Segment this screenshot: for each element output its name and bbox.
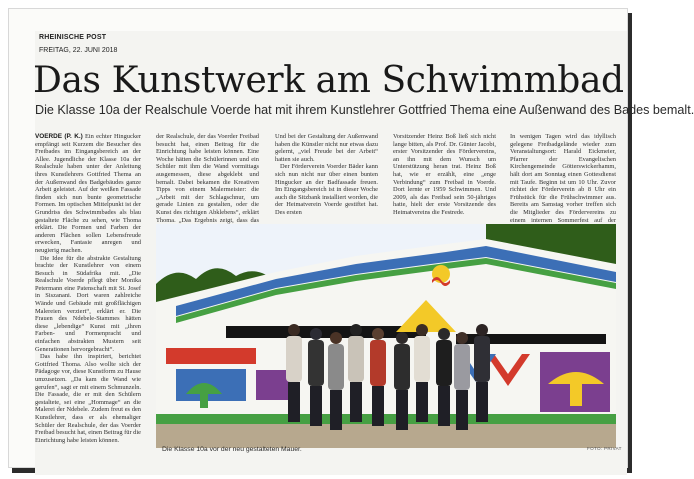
mural-red-block — [166, 348, 256, 364]
student-figure — [370, 328, 386, 426]
student-legs — [310, 386, 322, 426]
student-body — [436, 340, 452, 386]
mural-yellow-stem — [570, 384, 582, 406]
newspaper-clipping-frame — [8, 8, 694, 468]
student-body — [414, 336, 430, 382]
student-legs — [456, 390, 468, 430]
student-legs — [372, 386, 384, 426]
student-body — [454, 344, 470, 390]
student-head — [396, 332, 408, 344]
article-paragraph: Und bei der Gestaltung der Außenwand haben die Künstler nicht nur etwas dazu gelernt, „viel Freude bei der Arbeit“ hatten sie auch. — [275, 133, 378, 163]
article-paragraph: der Realschule, der das Voerder Freibad besucht hat, einen Beitrag für die Einrichtung habe leisten können. Eine Woche hätten die Schülerinnen und ein Schüler mit ihm die Wand vormittags ausgemessen, diese abgeklebt und bemalt. Dabei bekamen die Kreativen Tipps von einem Malermeister: die „Arbeit mit der Schlagschnur, um gerade Linien zu gestalten, oder die Kunst des richtigen Abklebens“, erklärt Thoma. „Das Ergebnis zeigt, dass das — [156, 133, 259, 224]
student-figure — [454, 332, 470, 430]
student-body — [394, 344, 410, 390]
photo-illustration — [156, 224, 616, 448]
student-legs — [330, 390, 342, 430]
student-head — [330, 332, 342, 344]
article-subheadline: Die Klasse 10a der Realschule Voerde hat mit ihrem Kunstlehrer Gottfried Thema eine Außenwand des Bades bemalt. — [35, 103, 694, 117]
student-figure — [328, 332, 344, 430]
student-head — [372, 328, 384, 340]
student-figure — [348, 324, 364, 422]
article-photo — [156, 224, 616, 448]
mural-green-stem — [200, 394, 208, 408]
student-head — [350, 324, 362, 336]
student-body — [370, 340, 386, 386]
student-legs — [350, 382, 362, 422]
student-figure — [308, 328, 324, 426]
article-paragraph-text: Ein echter Hingucker empfängt seit Kurzem die Besucher des Freibades im Eingangsbereich an der Allee. Jugendliche der Klasse 10a der Realschule haben unter der Anleitung ihres Kunstlehrers Gottfried Thema an der Außenwand des Badgebäudes ganze Arbeit geleistet. Auf der weißen Fassade finden sich nun bunte geometrische Formen. Im optischen Mittelpunkt ist der Grundriss des Schwimmbades als blau gestaltete Fläche zu sehen, wie Thoma erklärt. Die Formen und Farben der anderen Flächen sollen Lebensfreude erwecken, Fantasie anregen und neugierig machen. — [35, 133, 141, 254]
student-body — [474, 336, 490, 382]
student-legs — [438, 386, 450, 426]
student-figure — [286, 324, 302, 422]
student-head — [476, 324, 488, 336]
student-figure — [474, 324, 490, 422]
student-figure — [394, 332, 410, 430]
student-body — [286, 336, 302, 382]
student-legs — [476, 382, 488, 422]
dateline: FREITAG, 22. JUNI 2018 — [39, 47, 118, 54]
article-paragraph: Vorsitzender Heinz Boß ließ sich nicht lange bitten, als Prof. Dr. Günter Jacobi, erster Vorsitzender des Fördervereins, an ihn mit dem Wunsch um Unterstützung heran trat. Heinz Boß hat, wie er erzählt, eine „enge Verbindung“ zum Freibad in Voerde. Dort lernte er 1959 Schwimmen. Und 2009, als das Freibad sein 50-jähriges hatte, hielt der erste Vorsitzende des Heimatvereins die Festrede. — [393, 133, 496, 216]
photo-ground — [156, 424, 616, 448]
article-kicker: VOERDE (P. K.) — [35, 133, 83, 140]
article-headline: Das Kunstwerk am Schwimmbad — [33, 60, 624, 101]
mural-green-stripe — [156, 414, 616, 424]
article-paragraph: Der Förderverein Voerder Bäder kann sich nun nicht nur über einen bunten Hingucker an der Badfassade freuen. Im Eingangsbereich ist in dieser Woche auch die Sitzbank installiert worden, die der Heimatverein Voerde gestiftet hat. Des ersten — [275, 163, 378, 216]
student-head — [456, 332, 468, 344]
student-body — [348, 336, 364, 382]
photo-credit: FOTO: PRIVAT — [587, 446, 622, 451]
student-head — [438, 328, 450, 340]
student-legs — [396, 390, 408, 430]
article-column-1 — [35, 133, 141, 471]
article-paragraph: Das habe ihn inspiriert, berichtet Gottfried Thoma. Also wollte sich der Pädagoge vor, diese Kunstform zu Hause umzusetzen. „Da kam die Wand wie gerufen“, sagt er mit einem Schmunzeln. Die Fassade, die er mit den Schülern gestaltete, sei eine „Hommage“ an die Malerei der Ndebele. Zudem freut es den Kunstlehrer, dass er als ehemaliger Schüler der Realschule, der das Voerder Freibad besucht hat, einen Beitrag für die Einrichtung habe leisten können. — [35, 353, 141, 444]
student-legs — [288, 382, 300, 422]
article-paragraph — [35, 133, 141, 255]
student-body — [328, 344, 344, 390]
article-paragraph: Die Idee für die abstrakte Gestaltung brachte der Kunstlehrer von einem Besuch in Südafrika mit. „Die Realschule Voerde pflegt über Monika Petermann eine Patenschaft mit St. Josef in Siszanani. Dort waren zahlreiche Wände und Gebäude mit großflächigen Malereien verziert“, erklärt er. Die Frauen des Ndebele-Stammes hätten diese „lebendige“ Kunst mit „ihren Farben- und Formenpracht und einfachen abstrakten Mustern seit Generationen hervorgebracht“. — [35, 254, 141, 353]
student-figure — [436, 328, 452, 426]
student-head — [416, 324, 428, 336]
photo-caption: Die Klasse 10a vor der neu gestalteten Mauer. — [162, 446, 302, 453]
student-head — [310, 328, 322, 340]
student-body — [308, 340, 324, 386]
student-legs — [416, 382, 428, 422]
masthead: RHEINISCHE POST — [39, 34, 107, 41]
student-head — [288, 324, 300, 336]
article-paragraph: In wenigen Tagen wird das idyllisch gelegene Freibadgelände wieder zum Veranstaltungsort: Harald Eickmeier, Pfarrer der Evangelischen Kirchengemeinde Götterswickerhamm, hält dort am Sonntag einen Gottesdienst mit Taufe. Beginn ist um 10 Uhr. Zuvor richtet der Förderverein ab 8 Uhr ein Frühstück für die Frühschwimmer aus. Bereits am Samstag vorher treffen sich die Mitglieder des Fördervereins zu einem internen Sommerfest auf der — [510, 133, 616, 224]
student-figure — [414, 324, 430, 422]
